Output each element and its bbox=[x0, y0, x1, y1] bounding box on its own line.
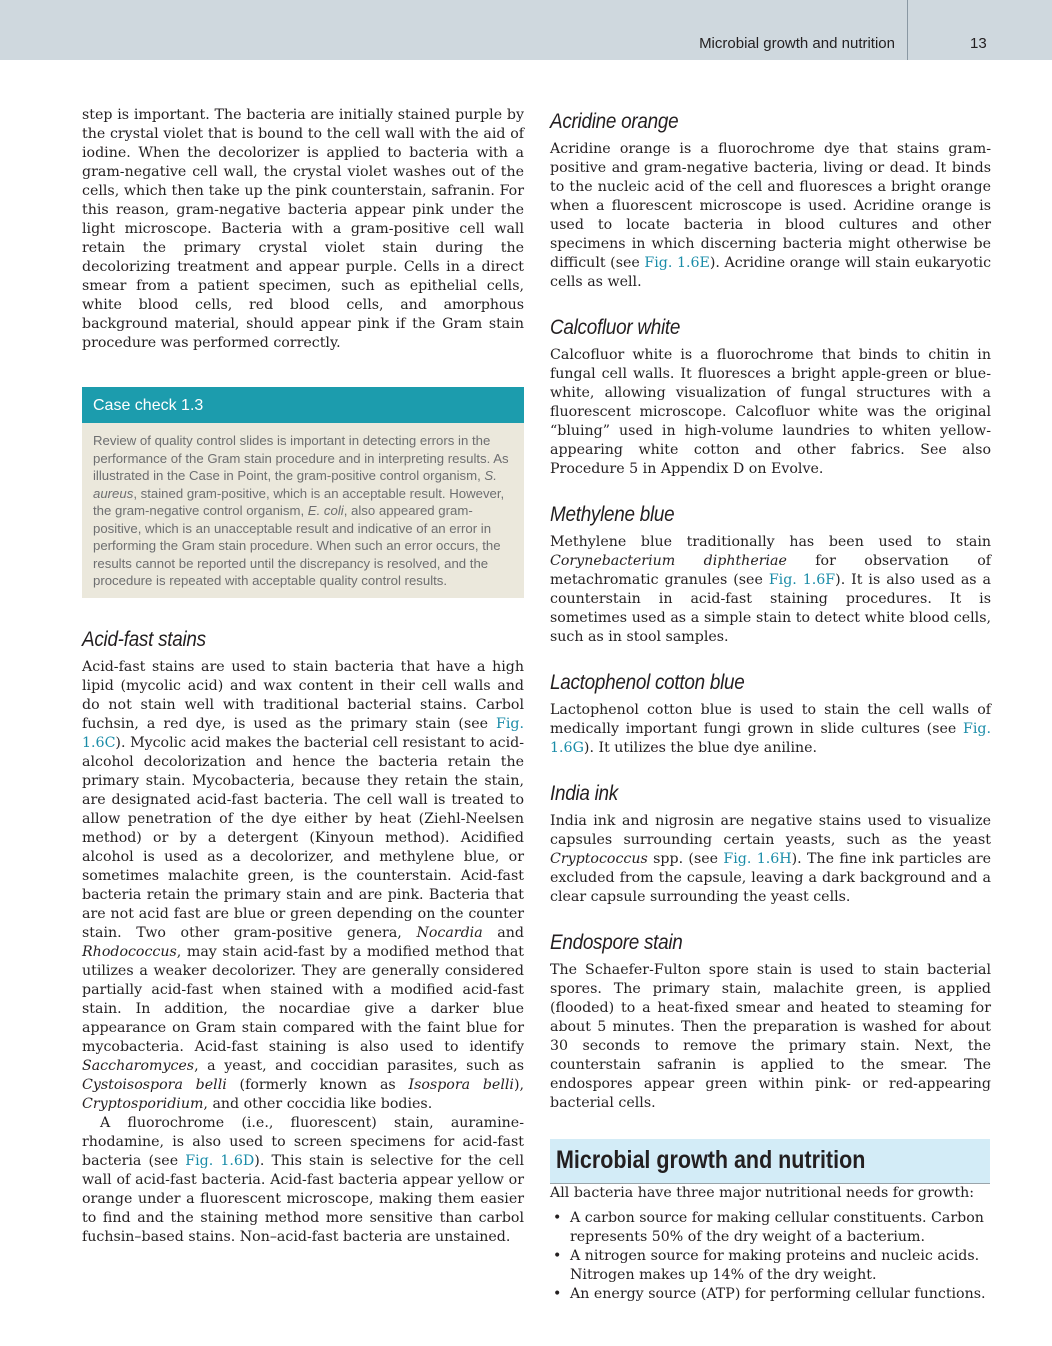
acid-fast-section bbox=[82, 628, 524, 1247]
case-text-part: , also appeared gram-positive, which is an unacceptable result and indicative of an error in performing the Gram stain procedure. When such an error occurs, the results cannot be reported until the discrepancy is resolved, and the procedure is repeated with acceptable quality control results. bbox=[93, 503, 501, 588]
genus-name: Nocardia bbox=[416, 924, 483, 941]
acridine-heading: Acridine orange bbox=[550, 110, 679, 133]
figure-link[interactable]: Fig. 1.6G bbox=[550, 721, 991, 756]
gram-stain-paragraph: step is important. The bacteria are initially stained purple by the crystal violet that is bound to the cell wall with the aid of iodine. When the decolorizer is applied to bacteria with a gram-negative cell wall, the crystal violet washes out of the cells, which then take up the pink counterstain, safranin. For this reason, gram-negative bacteria appear pink under the light microscope. Bacteria with a gram-positive cell wall retain the primary crystal violet stain during the decolorizing treatment and appear purple. Cells in a direct smear from a patient specimen, such as epithelial cells, white blood cells, red blood cells, and amorphous background material, should appear pink if the Gram stain procedure was performed correctly. bbox=[82, 107, 524, 351]
text-run: , and other coccidia like bodies. bbox=[203, 1095, 433, 1112]
calcofluor-heading: Calcofluor white bbox=[550, 316, 681, 339]
growth-section-heading bbox=[550, 1139, 990, 1184]
running-title: Microbial growth and nutrition bbox=[699, 35, 895, 52]
text-run: ). The fine ink particles are excluded from the capsule, leaving a dark background and a clear capsule surrounding the yeast cells. bbox=[550, 851, 991, 905]
endospore-section bbox=[550, 931, 991, 1113]
page-number: 13 bbox=[970, 35, 987, 52]
genus-name: Rhodococcus bbox=[82, 943, 177, 960]
case-check-text bbox=[82, 423, 524, 598]
text-run: Methylene blue traditionally has been used to stain bbox=[550, 534, 991, 550]
acid-fast-heading: Acid-fast stains bbox=[82, 627, 206, 651]
text-run: , may stain acid-fast by a modified method that utilizes a weaker decolorizer. They are generally considered partially acid-fast when stained with a modified acid-fast stain. In addition, the nocardiae give a darker blue appearance on Gram stain compared with the faint blue for mycobacteria. Acid-fast staining is also used to identify bbox=[82, 943, 524, 1055]
text-run: Lactophenol cotton blue is used to stain the cell walls of medically important fungi grown in slide cultures (see bbox=[550, 702, 991, 737]
case-check-title: Case check 1.3 bbox=[82, 387, 524, 423]
india-ink-heading: India ink bbox=[550, 782, 618, 805]
methylene-heading: Methylene blue bbox=[550, 503, 675, 526]
india-ink-paragraph bbox=[550, 812, 991, 907]
genus-name: Cryptococcus bbox=[550, 851, 648, 867]
figure-link[interactable]: Fig. 1.6H bbox=[723, 851, 792, 867]
bullet-icon: • bbox=[553, 1248, 562, 1264]
text-run: for observation of metachromatic granules (see bbox=[550, 553, 991, 588]
nutrition-list bbox=[550, 1209, 991, 1304]
right-column bbox=[550, 110, 991, 1304]
case-text-part: Review of quality control slides is important in detecting errors in the performance of the Gram stain procedure and in interpreting results. As illustrated in the Case in Point, the gram-positive control organism, bbox=[93, 433, 509, 483]
case-check-box bbox=[82, 387, 524, 598]
list-item bbox=[550, 1209, 991, 1247]
text-run: ), bbox=[513, 1076, 524, 1093]
lactophenol-section bbox=[550, 671, 991, 758]
text-run: India ink and nigrosin are negative stains used to visualize capsules surrounding certain yeasts, such as the yeast bbox=[550, 813, 991, 848]
methylene-paragraph bbox=[550, 533, 991, 647]
genus-name: Saccharomyces bbox=[82, 1057, 195, 1074]
lactophenol-paragraph bbox=[550, 701, 991, 758]
figure-link[interactable]: Fig. 1.6D bbox=[185, 1152, 255, 1169]
text-run: ). This stain is selective for the cell wall of acid-fast bacteria. Acid-fast bacteria appear yellow or orange under a fluorescent microscope, making them easier to find and the staining method more sensitive than carbol fuchsin–based stains. Non–acid-fast bacteria are unstained. bbox=[82, 1152, 525, 1245]
case-text-part: , stained gram-positive, which is an acceptable result. However, the gram-negative control organism, bbox=[93, 485, 505, 518]
india-ink-section bbox=[550, 782, 991, 907]
text-run: (formerly known as bbox=[226, 1076, 409, 1093]
text-run: A fluorochrome (i.e., fluorescent) stain, auramine-rhodamine, is also used to screen specimens for acid-fast bacteria (see bbox=[82, 1114, 524, 1169]
text-run: ). Acridine orange will stain eukaryotic cells as well. bbox=[550, 255, 992, 290]
text-run: , a yeast, and coccidian parasites, such as bbox=[194, 1057, 524, 1074]
list-item-text: An energy source (ATP) for performing cellular functions. bbox=[570, 1286, 986, 1302]
calcofluor-section bbox=[550, 316, 991, 479]
left-column bbox=[82, 106, 524, 1247]
species-name: Isospora belli bbox=[408, 1076, 514, 1093]
acid-fast-paragraph-1 bbox=[82, 658, 524, 1114]
acridine-section bbox=[550, 110, 991, 292]
text-run: spp. (see bbox=[647, 851, 724, 867]
case-organism-name: S. aureus bbox=[93, 468, 497, 501]
case-organism-name: E. coli bbox=[307, 503, 344, 518]
text-run: ). Mycolic acid makes the bacterial cell resistant to acid-alcohol decolorization and hence the bacteria retain the primary stain. Mycobacteria, because they retain the stain, are designated acid-fast bacteria. The cell wall is treated to allow penetration of the dye either by heat (Ziehl-Neelsen method) or by a detergent (Kinyoun method). Acidified alcohol is used as a decolorizer, and methylene blue, or sometimes malachite green, is the counterstain. Acid-fast bacteria retain the primary stain and are pink. Bacteria that are not acid fast are blue or green depending on the counter stain. Two other gram-positive genera, bbox=[82, 734, 524, 941]
text-run: ). It is also used as a counterstain in acid-fast staining procedures. It is sometimes used as a simple stain to detect white blood cells, such as in stool samples. bbox=[550, 572, 991, 645]
acridine-paragraph bbox=[550, 140, 991, 292]
figure-link[interactable]: Fig. 1.6E bbox=[644, 255, 710, 271]
header-divider bbox=[907, 0, 908, 60]
genus-name: Cryptosporidium bbox=[82, 1095, 204, 1112]
methylene-section bbox=[550, 503, 991, 647]
text-run: Acid-fast stains are used to stain bacteria that have a high lipid (mycolic acid) and wax content in their cell walls and do not stain well with traditional bacterial stains. Carbol fuchsin, a red dye, is used as the primary stain (see bbox=[82, 658, 524, 732]
species-name: Corynebacterium diphtheriae bbox=[550, 553, 787, 569]
figure-link[interactable]: Fig. 1.6C bbox=[82, 715, 524, 751]
acid-fast-paragraph-2 bbox=[82, 1114, 524, 1247]
list-item-text: A carbon source for making cellular constituents. Carbon represents 50% of the dry weight of a bacterium. bbox=[570, 1210, 984, 1245]
species-name: Cystoisospora belli bbox=[82, 1076, 227, 1093]
list-item bbox=[550, 1247, 991, 1285]
endospore-heading: Endospore stain bbox=[550, 931, 683, 954]
bullet-icon: • bbox=[553, 1286, 562, 1302]
calcofluor-paragraph: Calcofluor white is a fluorochrome that binds to chitin in fungal cell walls. It fluoresces a bright apple-green or blue-white, allowing visualization of fungal structures with a fluorescent microscope. Calcofluor white was the original “bluing” used in high-volume laundries to whiten yellow-appearing white cotton and other fabrics. See also Procedure 5 in Appendix D on Evolve. bbox=[550, 347, 991, 477]
growth-intro: All bacteria have three major nutritional needs for growth: bbox=[550, 1185, 975, 1201]
text-run: Acridine orange is a fluorochrome dye that stains gram-positive and gram-negative bacteria, living or dead. It binds to the nucleic acid of the cell and fluoresces a bright orange when a fluorescent microscope is used. Acridine orange is used to locate bacteria in blood cultures and other specimens in which discerning bacteria might otherwise be difficult (see bbox=[550, 141, 991, 271]
text-run: ). It utilizes the blue dye aniline. bbox=[583, 740, 818, 756]
figure-link[interactable]: Fig. 1.6F bbox=[768, 572, 836, 588]
lactophenol-heading: Lactophenol cotton blue bbox=[550, 671, 745, 694]
endospore-paragraph: The Schaefer-Fulton spore stain is used to stain bacterial spores. The primary stain, malachite green, is applied (flooded) to a heat-fixed smear and heated to steaming for about 5 minutes. Then the preparation is washed for about 30 seconds to remove the primary stain. Next, the counterstain safranin is applied to the smear. The endospores appear green within pink- or red-appearing bacterial cells. bbox=[550, 962, 991, 1111]
list-item bbox=[550, 1285, 991, 1304]
list-item-text: A nitrogen source for making proteins and nucleic acids. Nitrogen makes up 14% of the dry weight. bbox=[570, 1248, 980, 1283]
bullet-icon: • bbox=[553, 1210, 562, 1226]
text-run: and bbox=[482, 924, 524, 941]
growth-heading-text: Microbial growth and nutrition bbox=[556, 1146, 866, 1174]
